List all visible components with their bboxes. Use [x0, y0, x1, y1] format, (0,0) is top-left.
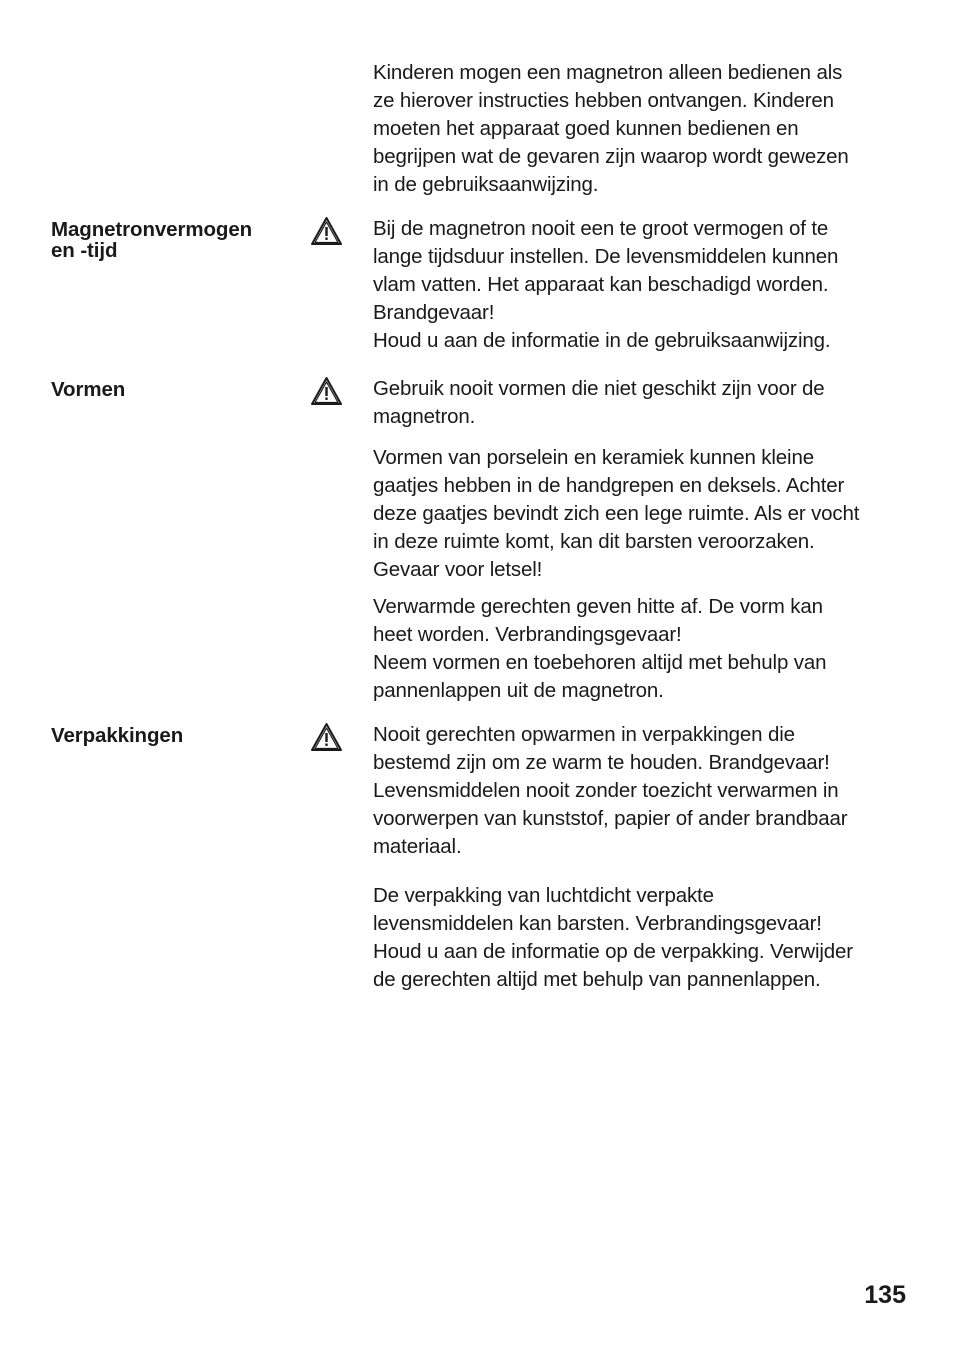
text-line: Kinderen mogen een magnetron alleen bedienen als	[373, 61, 843, 84]
section-label-vormen	[51, 379, 125, 400]
section-paragraph	[373, 375, 908, 431]
warning-triangle-icon	[310, 216, 343, 246]
text-line: deze gaatjes bevindt zich een lege ruimte. Als er vocht	[373, 502, 860, 525]
text-line: moeten het apparaat goed kunnen bedienen en	[373, 117, 799, 140]
text-line: levensmiddelen kan barsten. Verbrandingsgevaar!	[373, 912, 822, 935]
text-line: Brandgevaar!	[373, 301, 495, 324]
text-line: pannenlappen uit de magnetron.	[373, 679, 664, 702]
text-line: ze hierover instructies hebben ontvangen. Kinderen	[373, 89, 834, 112]
text-line: Houd u aan de informatie op de verpakking. Verwijder	[373, 940, 853, 963]
text-line: De verpakking van luchtdicht verpakte	[373, 884, 714, 907]
text-line: begrijpen wat de gevaren zijn waarop wordt gewezen	[373, 145, 849, 168]
text-line: Verwarmde gerechten geven hitte af. De vorm kan	[373, 595, 823, 618]
text-line: in deze ruimte komt, kan dit barsten veroorzaken.	[373, 530, 815, 553]
intro-paragraph	[373, 59, 908, 199]
section-label-line: Verpakkingen	[51, 724, 184, 747]
text-line: vlam vatten. Het apparaat kan beschadigd worden.	[373, 273, 829, 296]
text-line: magnetron.	[373, 405, 476, 428]
text-line: de gerechten altijd met behulp van pannenlappen.	[373, 968, 821, 991]
warning-triangle-icon	[310, 722, 343, 752]
text-line: voorwerpen van kunststof, papier of ander brandbaar	[373, 807, 848, 830]
section-paragraph	[373, 444, 908, 584]
text-line: Levensmiddelen nooit zonder toezicht verwarmen in	[373, 779, 839, 802]
section-paragraph	[373, 882, 908, 994]
text-line: Nooit gerechten opwarmen in verpakkingen die	[373, 723, 795, 746]
warning-triangle-icon	[310, 376, 343, 406]
text-line: Gebruik nooit vormen die niet geschikt zijn voor de	[373, 377, 825, 400]
section-paragraph	[373, 721, 908, 861]
section-paragraph	[373, 593, 908, 705]
text-line: lange tijdsduur instellen. De levensmiddelen kunnen	[373, 245, 839, 268]
text-line: materiaal.	[373, 835, 462, 858]
section-label-line: Magnetronvermogen	[51, 218, 253, 241]
section-label-magnetronvermogen	[51, 219, 252, 261]
text-line: heet worden. Verbrandingsgevaar!	[373, 623, 682, 646]
section-paragraph	[373, 215, 908, 355]
text-line: in de gebruiksaanwijzing.	[373, 173, 599, 196]
section-label-line: en -tijd	[51, 239, 118, 262]
text-line: Houd u aan de informatie in de gebruiksaanwijzing.	[373, 329, 831, 352]
text-line: Vormen van porselein en keramiek kunnen kleine	[373, 446, 814, 469]
section-label-line: Vormen	[51, 378, 126, 401]
text-line: bestemd zijn om ze warm te houden. Brandgevaar!	[373, 751, 830, 774]
text-line: Bij de magnetron nooit een te groot vermogen of te	[373, 217, 829, 240]
text-line: Gevaar voor letsel!	[373, 558, 543, 581]
section-label-verpakkingen	[51, 725, 183, 746]
page-number: 135	[864, 1281, 906, 1309]
text-line: Neem vormen en toebehoren altijd met behulp van	[373, 651, 827, 674]
text-line: gaatjes hebben in de handgrepen en deksels. Achter	[373, 474, 845, 497]
